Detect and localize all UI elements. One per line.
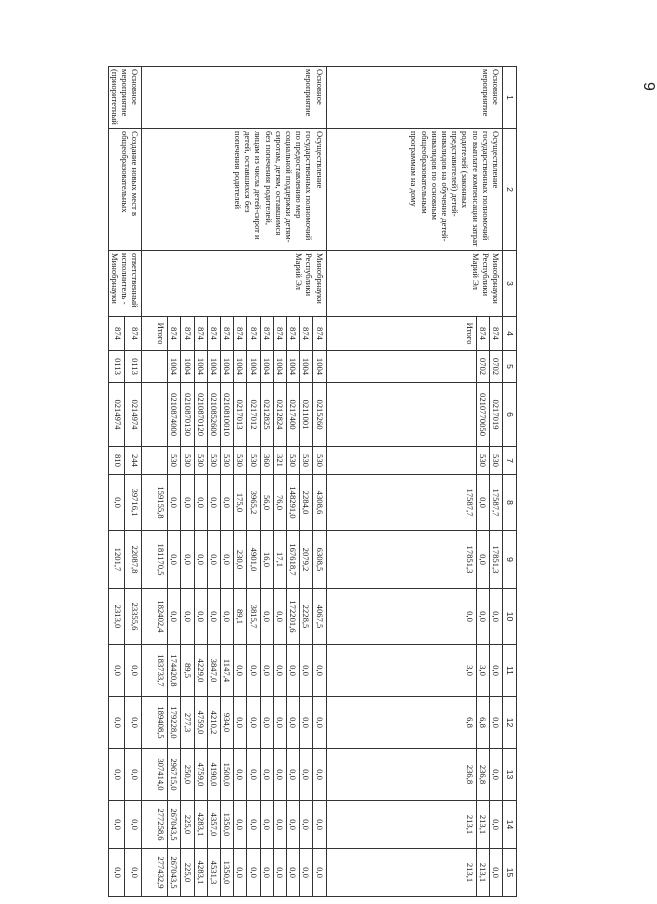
value-cell: 530 xyxy=(476,447,489,475)
value-cell: 277432,9 xyxy=(142,849,168,897)
value-cell: 89,1 xyxy=(234,589,247,645)
value-cell: 236,8 xyxy=(476,749,489,801)
value-cell: 0,0 xyxy=(194,531,207,589)
value-cell: 1350,0 xyxy=(220,801,233,849)
value-cell: 267043,5 xyxy=(168,801,181,849)
value-cell: 0,0 xyxy=(313,801,326,849)
value-cell: 179228,0 xyxy=(168,697,181,749)
value-cell: 1201,7 xyxy=(108,531,125,589)
value-cell: 530 xyxy=(181,447,194,475)
executor-cell: Минобрнауки Республики Марий Эл xyxy=(326,251,502,317)
value-cell: 76,0 xyxy=(273,475,286,531)
value-cell: 0,0 xyxy=(207,589,220,645)
page-number: 9 xyxy=(640,82,657,91)
value-cell: 0,0 xyxy=(313,645,326,697)
value-cell: 0214974 xyxy=(125,383,142,447)
value-cell: 4531,3 xyxy=(207,849,220,897)
value-cell: 0,0 xyxy=(260,749,273,801)
value-cell: 0,0 xyxy=(476,531,489,589)
value-cell: 0702 xyxy=(476,351,489,383)
value-cell: 175,0 xyxy=(234,475,247,531)
value-cell: 0,0 xyxy=(247,749,260,801)
grbs-code-cell: 874 xyxy=(247,317,260,351)
value-cell: 0,0 xyxy=(125,645,142,697)
value-cell: 4901,0 xyxy=(247,531,260,589)
header-cell: 6 xyxy=(503,383,517,447)
grbs-code-cell: 874 xyxy=(300,317,313,351)
value-cell: 0,0 xyxy=(194,475,207,531)
value-cell: 0210770050 xyxy=(476,383,489,447)
value-cell: 0113 xyxy=(125,351,142,383)
header-cell: 15 xyxy=(503,849,517,897)
value-cell: 0,0 xyxy=(273,697,286,749)
value-cell: 2284,0 xyxy=(300,475,313,531)
value-cell: 0,0 xyxy=(300,697,313,749)
value-cell: 159155,8 xyxy=(142,475,168,531)
value-cell: 189408,5 xyxy=(142,697,168,749)
value-cell: 530 xyxy=(286,447,299,475)
grbs-code-cell: Итого xyxy=(142,317,168,351)
value-cell: 0,0 xyxy=(108,801,125,849)
measure-name-cell: Осуществление государственных полномочий по выплате компенсации затрат родителей (законных представителей) детей-инвалидов на обучение детей-инвалидов по основным общеобразовательным программам на дому xyxy=(326,129,502,251)
value-cell: 0,0 xyxy=(234,697,247,749)
value-cell: 0,0 xyxy=(300,801,313,849)
value-cell: 0,0 xyxy=(489,801,502,849)
value-cell: 0,0 xyxy=(108,849,125,897)
value-cell: 1004 xyxy=(168,351,181,383)
value-cell: 0,0 xyxy=(247,697,260,749)
grbs-code-cell: 874 xyxy=(194,317,207,351)
value-cell: 1004 xyxy=(194,351,207,383)
value-cell: 1350,0 xyxy=(220,849,233,897)
value-cell: 250,0 xyxy=(181,749,194,801)
value-cell: 0210852600 xyxy=(207,383,220,447)
header-cell: 14 xyxy=(503,801,517,849)
value-cell: 1004 xyxy=(181,351,194,383)
value-cell: 0212825 xyxy=(260,383,273,447)
value-cell: 0,0 xyxy=(300,645,313,697)
value-cell: 0210874000 xyxy=(168,383,181,447)
value-cell: 0,0 xyxy=(489,589,502,645)
grbs-code-cell: 874 xyxy=(220,317,233,351)
value-cell: 0,0 xyxy=(273,749,286,801)
value-cell: 244 xyxy=(125,447,142,475)
value-cell: 0,0 xyxy=(313,849,326,897)
value-cell: 16,0 xyxy=(260,531,273,589)
row-category-cell: Основное мероприятие xyxy=(142,67,326,129)
value-cell: 0,0 xyxy=(273,801,286,849)
value-cell: 181170,5 xyxy=(142,531,168,589)
value-cell: 0,0 xyxy=(247,849,260,897)
value-cell: 17851,3 xyxy=(326,531,476,589)
value-cell: 277258,6 xyxy=(142,801,168,849)
value-cell: 17851,3 xyxy=(489,531,502,589)
value-cell: 6,8 xyxy=(326,697,476,749)
value-cell: 6,8 xyxy=(476,697,489,749)
value-cell: 4190,0 xyxy=(207,749,220,801)
value-cell: 0,0 xyxy=(234,645,247,697)
header-cell: 11 xyxy=(503,645,517,697)
value-cell xyxy=(326,383,476,447)
value-cell: 1147,4 xyxy=(220,645,233,697)
value-cell: 530 xyxy=(234,447,247,475)
value-cell: 174420,8 xyxy=(168,645,181,697)
value-cell: 3815,7 xyxy=(247,589,260,645)
value-cell: 0,0 xyxy=(300,849,313,897)
header-cell: 3 xyxy=(503,251,517,317)
value-cell: 0210810010 xyxy=(220,383,233,447)
value-cell: 1004 xyxy=(286,351,299,383)
value-cell: 0,0 xyxy=(207,475,220,531)
value-cell: 0211001 xyxy=(300,383,313,447)
value-cell: 530 xyxy=(313,447,326,475)
grbs-code-cell: 874 xyxy=(260,317,273,351)
value-cell: 17587,7 xyxy=(489,475,502,531)
value-cell: 530 xyxy=(220,447,233,475)
value-cell: 0,0 xyxy=(125,849,142,897)
value-cell: 89,5 xyxy=(181,645,194,697)
table-row xyxy=(313,67,326,897)
value-cell: 296715,0 xyxy=(168,749,181,801)
header-cell: 2 xyxy=(503,129,517,251)
grbs-code-cell: 874 xyxy=(168,317,181,351)
value-cell: 530 xyxy=(247,447,260,475)
value-cell: 0702 xyxy=(489,351,502,383)
value-cell: 0,0 xyxy=(247,801,260,849)
value-cell: 0,0 xyxy=(476,475,489,531)
program-funding-table xyxy=(108,66,517,897)
table-row xyxy=(125,67,142,897)
value-cell: 4067,5 xyxy=(313,589,326,645)
value-cell: 0,0 xyxy=(125,697,142,749)
value-cell: 530 xyxy=(300,447,313,475)
measure-name-cell: Создание новых мест в общеобразовательных xyxy=(108,129,142,251)
value-cell: 230,0 xyxy=(234,531,247,589)
value-cell: 0214974 xyxy=(108,383,125,447)
value-cell: 3,0 xyxy=(476,645,489,697)
value-cell: 0,0 xyxy=(125,749,142,801)
value-cell: 1004 xyxy=(300,351,313,383)
value-cell: 0,0 xyxy=(220,531,233,589)
value-cell: 4759,0 xyxy=(194,749,207,801)
value-cell: 0,0 xyxy=(273,849,286,897)
header-cell: 10 xyxy=(503,589,517,645)
value-cell: 4210,2 xyxy=(207,697,220,749)
header-cell: 1 xyxy=(503,67,517,129)
value-cell: 4229,0 xyxy=(194,645,207,697)
value-cell: 4283,1 xyxy=(194,801,207,849)
value-cell xyxy=(326,447,476,475)
grbs-code-cell: 874 xyxy=(207,317,220,351)
grbs-code-cell: 874 xyxy=(273,317,286,351)
value-cell: 1004 xyxy=(313,351,326,383)
grbs-code-cell: 874 xyxy=(286,317,299,351)
value-cell: 1004 xyxy=(234,351,247,383)
value-cell: 0210870120 xyxy=(194,383,207,447)
value-cell: 0,0 xyxy=(489,849,502,897)
value-cell: 225,0 xyxy=(181,849,194,897)
value-cell: 0217400 xyxy=(286,383,299,447)
value-cell xyxy=(326,351,476,383)
value-cell: 1004 xyxy=(247,351,260,383)
value-cell: 0,0 xyxy=(108,475,125,531)
value-cell: 4357,0 xyxy=(207,801,220,849)
value-cell: 0,0 xyxy=(194,589,207,645)
value-cell: 0,0 xyxy=(273,589,286,645)
row-category-cell: Основное мероприятие xyxy=(326,67,502,129)
value-cell: 0217012 xyxy=(247,383,260,447)
value-cell: 17587,7 xyxy=(326,475,476,531)
header-cell: 8 xyxy=(503,475,517,531)
value-cell: 172201,6 xyxy=(286,589,299,645)
value-cell: 56,0 xyxy=(260,475,273,531)
value-cell: 0,0 xyxy=(326,589,476,645)
value-cell: 213,1 xyxy=(326,849,476,897)
value-cell: 1004 xyxy=(260,351,273,383)
header-cell: 4 xyxy=(503,317,517,351)
value-cell: 0,0 xyxy=(286,645,299,697)
value-cell: 810 xyxy=(108,447,125,475)
value-cell: 0,0 xyxy=(234,801,247,849)
value-cell: 2228,5 xyxy=(300,589,313,645)
header-cell: 13 xyxy=(503,749,517,801)
value-cell: 0217013 xyxy=(234,383,247,447)
value-cell: 4308,6 xyxy=(313,475,326,531)
value-cell: 0,0 xyxy=(489,749,502,801)
value-cell: 213,1 xyxy=(326,801,476,849)
value-cell: 4759,0 xyxy=(194,697,207,749)
value-cell: 3,0 xyxy=(326,645,476,697)
value-cell: 530 xyxy=(168,447,181,475)
value-cell: 213,1 xyxy=(476,849,489,897)
value-cell: 0,0 xyxy=(234,749,247,801)
value-cell: 225,0 xyxy=(181,801,194,849)
value-cell: 0,0 xyxy=(207,531,220,589)
grbs-code-cell: Итого xyxy=(326,317,476,351)
value-cell: 0,0 xyxy=(234,849,247,897)
value-cell: 0,0 xyxy=(168,589,181,645)
value-cell xyxy=(142,447,168,475)
value-cell: 182402,4 xyxy=(142,589,168,645)
value-cell: 0,0 xyxy=(108,749,125,801)
table-body xyxy=(108,67,502,897)
value-cell: 0,0 xyxy=(489,697,502,749)
value-cell: 4283,1 xyxy=(194,849,207,897)
value-cell: 277,3 xyxy=(181,697,194,749)
row-category-cell: Основное мероприятие (приоритетный xyxy=(108,67,142,129)
value-cell: 0,0 xyxy=(286,801,299,849)
value-cell: 2313,0 xyxy=(108,589,125,645)
value-cell: 22087,8 xyxy=(125,531,142,589)
value-cell: 0,0 xyxy=(181,475,194,531)
value-cell xyxy=(142,383,168,447)
value-cell: 0,0 xyxy=(286,849,299,897)
value-cell: 0,0 xyxy=(220,475,233,531)
value-cell: 1004 xyxy=(220,351,233,383)
grbs-code-cell: 874 xyxy=(181,317,194,351)
header-cell: 9 xyxy=(503,531,517,589)
value-cell: 307414,0 xyxy=(142,749,168,801)
value-cell: 0217019 xyxy=(489,383,502,447)
value-cell: 17,1 xyxy=(273,531,286,589)
grbs-code-cell: 874 xyxy=(476,317,489,351)
grbs-code-cell: 874 xyxy=(313,317,326,351)
value-cell: 39716,1 xyxy=(125,475,142,531)
value-cell: 0,0 xyxy=(125,801,142,849)
value-cell: 0,0 xyxy=(247,645,260,697)
value-cell: 0,0 xyxy=(168,475,181,531)
value-cell: 3965,2 xyxy=(247,475,260,531)
value-cell: 236,8 xyxy=(326,749,476,801)
value-cell: 0113 xyxy=(108,351,125,383)
value-cell: 0,0 xyxy=(273,645,286,697)
value-cell: 0,0 xyxy=(300,749,313,801)
value-cell: 0,0 xyxy=(313,749,326,801)
value-cell: 0,0 xyxy=(313,697,326,749)
table-row xyxy=(489,67,502,897)
executor-cell: ответственный исполнитель - Минобрнауки xyxy=(108,251,142,317)
value-cell: 1500,0 xyxy=(220,749,233,801)
value-cell: 23355,6 xyxy=(125,589,142,645)
value-cell: 934,0 xyxy=(220,697,233,749)
value-cell: 1004 xyxy=(273,351,286,383)
value-cell: 0,0 xyxy=(286,697,299,749)
measure-name-cell: Осуществление государственных полномочий по предоставлению мер социальной поддержки детям-сиротам, детям, оставшимся без попечения родителей, лицам из числа детей-сирот и детей, оставшихся без попечения родителей xyxy=(142,129,326,251)
value-cell xyxy=(142,351,168,383)
grbs-code-cell: 874 xyxy=(108,317,125,351)
header-cell: 5 xyxy=(503,351,517,383)
value-cell: 530 xyxy=(194,447,207,475)
value-cell: 0212824 xyxy=(273,383,286,447)
value-cell: 0,0 xyxy=(476,589,489,645)
value-cell: 148291,0 xyxy=(286,475,299,531)
value-cell: 0,0 xyxy=(108,697,125,749)
value-cell: 0,0 xyxy=(181,531,194,589)
value-cell: 0,0 xyxy=(489,645,502,697)
value-cell: 0,0 xyxy=(220,589,233,645)
value-cell: 0215260 xyxy=(313,383,326,447)
value-cell: 0,0 xyxy=(181,589,194,645)
value-cell: 213,1 xyxy=(476,801,489,849)
executor-cell: Минобрнауки Республики Марий Эл xyxy=(142,251,326,317)
value-cell: 0,0 xyxy=(108,645,125,697)
grbs-code-cell: 874 xyxy=(489,317,502,351)
value-cell: 167618,7 xyxy=(286,531,299,589)
value-cell: 183733,7 xyxy=(142,645,168,697)
value-cell: 2079,2 xyxy=(300,531,313,589)
program-table-container xyxy=(97,66,517,896)
value-cell: 0210870130 xyxy=(181,383,194,447)
header-cell: 7 xyxy=(503,447,517,475)
value-cell: 1004 xyxy=(207,351,220,383)
header-cell: 12 xyxy=(503,697,517,749)
value-cell: 3847,0 xyxy=(207,645,220,697)
value-cell: 267043,5 xyxy=(168,849,181,897)
value-cell: 530 xyxy=(489,447,502,475)
value-cell: 321 xyxy=(273,447,286,475)
value-cell: 6308,5 xyxy=(313,531,326,589)
value-cell: 360 xyxy=(260,447,273,475)
grbs-code-cell: 874 xyxy=(125,317,142,351)
value-cell: 0,0 xyxy=(260,697,273,749)
value-cell: 0,0 xyxy=(260,801,273,849)
header-row xyxy=(503,67,517,897)
grbs-code-cell: 874 xyxy=(234,317,247,351)
value-cell: 0,0 xyxy=(260,849,273,897)
value-cell: 0,0 xyxy=(168,531,181,589)
value-cell: 0,0 xyxy=(260,589,273,645)
value-cell: 0,0 xyxy=(286,749,299,801)
value-cell: 0,0 xyxy=(260,645,273,697)
value-cell: 530 xyxy=(207,447,220,475)
